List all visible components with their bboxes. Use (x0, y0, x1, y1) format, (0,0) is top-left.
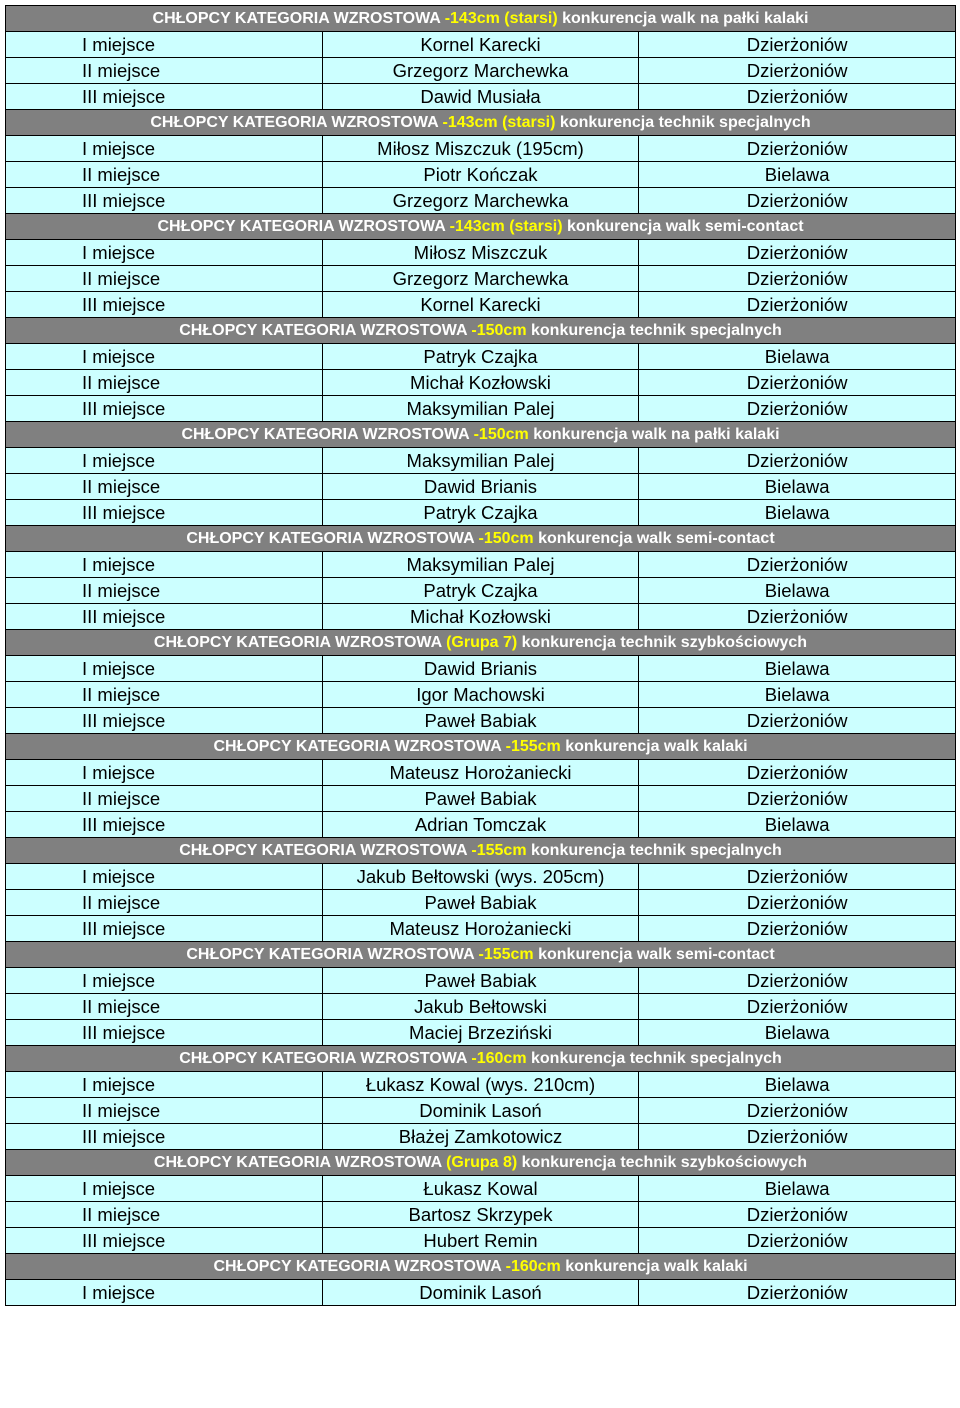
result-row (6, 578, 956, 604)
club-city: Dzierżoniów (639, 32, 956, 58)
category-competition: konkurencja walk kalaki (565, 1257, 748, 1275)
competitor-name: Maksymilian Palej (322, 552, 639, 578)
competitor-name: Patryk Czajka (322, 344, 639, 370)
club-city: Dzierżoniów (639, 916, 956, 942)
category-label: CHŁOPCY KATEGORIA WZROSTOWA (179, 321, 467, 339)
result-row (6, 1280, 956, 1306)
competitor-name: Kornel Karecki (322, 32, 639, 58)
category-competition: konkurencja walk na pałki kalaki (533, 425, 780, 443)
competitor-name: Hubert Remin (322, 1228, 639, 1254)
category-range: -143cm (starsi) (444, 9, 558, 27)
place-cell: II miejsce (6, 890, 323, 916)
club-city: Dzierżoniów (639, 864, 956, 890)
result-row (6, 786, 956, 812)
category-competition: konkurencja technik specjalnych (559, 113, 811, 131)
result-row (6, 474, 956, 500)
result-row (6, 344, 956, 370)
results-table-body (6, 6, 956, 1306)
result-row (6, 552, 956, 578)
category-header-row (6, 214, 956, 240)
place-cell: II miejsce (6, 58, 323, 84)
place-cell: III miejsce (6, 812, 323, 838)
category-range: (Grupa 8) (446, 1153, 518, 1171)
result-row (6, 1228, 956, 1254)
result-row (6, 1202, 956, 1228)
category-header-row (6, 422, 956, 448)
place-cell: III miejsce (6, 604, 323, 630)
result-row (6, 1098, 956, 1124)
category-range: -155cm (505, 737, 561, 755)
category-label: CHŁOPCY KATEGORIA WZROSTOWA (150, 113, 439, 131)
competitor-name: Dawid Musiała (322, 84, 639, 110)
category-label: CHŁOPCY KATEGORIA WZROSTOWA (153, 633, 442, 651)
club-city: Dzierżoniów (639, 266, 956, 292)
place-cell: II miejsce (6, 578, 323, 604)
club-city: Bielawa (639, 500, 956, 526)
category-header-row (6, 1046, 956, 1072)
results-table (5, 5, 956, 1306)
result-row (6, 84, 956, 110)
competitor-name: Grzegorz Marchewka (322, 188, 639, 214)
place-cell: I miejsce (6, 240, 323, 266)
category-header (6, 214, 956, 240)
club-city: Bielawa (639, 1020, 956, 1046)
club-city: Dzierżoniów (639, 84, 956, 110)
club-city: Dzierżoniów (639, 604, 956, 630)
category-header (6, 838, 956, 864)
category-competition: konkurencja walk semi-contact (567, 217, 804, 235)
result-row (6, 760, 956, 786)
place-cell: II miejsce (6, 994, 323, 1020)
club-city: Dzierżoniów (639, 994, 956, 1020)
place-cell: III miejsce (6, 188, 323, 214)
category-range: -143cm (starsi) (449, 217, 563, 235)
competitor-name: Mateusz Horożaniecki (322, 916, 639, 942)
category-header-row (6, 630, 956, 656)
category-header (6, 942, 956, 968)
category-range: (Grupa 7) (446, 633, 518, 651)
competitor-name: Paweł Babiak (322, 786, 639, 812)
club-city: Bielawa (639, 812, 956, 838)
competitor-name: Dawid Brianis (322, 474, 639, 500)
category-competition: konkurencja technik szybkościowych (521, 1153, 808, 1171)
place-cell: II miejsce (6, 1098, 323, 1124)
category-header-row (6, 838, 956, 864)
place-cell: III miejsce (6, 916, 323, 942)
category-range: -160cm (471, 1049, 527, 1067)
category-range: -155cm (471, 841, 527, 859)
category-range: -150cm (471, 321, 527, 339)
category-label: CHŁOPCY KATEGORIA WZROSTOWA (157, 217, 446, 235)
category-range: -150cm (473, 425, 529, 443)
place-cell: III miejsce (6, 708, 323, 734)
result-row (6, 968, 956, 994)
place-cell: II miejsce (6, 786, 323, 812)
club-city: Bielawa (639, 162, 956, 188)
result-row (6, 136, 956, 162)
place-cell: I miejsce (6, 344, 323, 370)
club-city: Dzierżoniów (639, 786, 956, 812)
competitor-name: Dawid Brianis (322, 656, 639, 682)
competitor-name: Igor Machowski (322, 682, 639, 708)
competitor-name: Patryk Czajka (322, 500, 639, 526)
category-label: CHŁOPCY KATEGORIA WZROSTOWA (181, 425, 470, 443)
result-row (6, 266, 956, 292)
result-row (6, 32, 956, 58)
club-city: Bielawa (639, 474, 956, 500)
result-row (6, 656, 956, 682)
result-row (6, 188, 956, 214)
result-row (6, 812, 956, 838)
competitor-name: Paweł Babiak (322, 708, 639, 734)
club-city: Dzierżoniów (639, 1098, 956, 1124)
competitor-name: Maksymilian Palej (322, 396, 639, 422)
result-row (6, 916, 956, 942)
result-row (6, 708, 956, 734)
competitor-name: Jakub Bełtowski (322, 994, 639, 1020)
place-cell: II miejsce (6, 370, 323, 396)
category-header-row (6, 110, 956, 136)
category-header-row (6, 1254, 956, 1280)
club-city: Bielawa (639, 578, 956, 604)
club-city: Dzierżoniów (639, 448, 956, 474)
competitor-name: Piotr Kończak (322, 162, 639, 188)
club-city: Dzierżoniów (639, 370, 956, 396)
competitor-name: Patryk Czajka (322, 578, 639, 604)
club-city: Bielawa (639, 656, 956, 682)
place-cell: II miejsce (6, 1202, 323, 1228)
category-label: CHŁOPCY KATEGORIA WZROSTOWA (152, 9, 441, 27)
club-city: Bielawa (639, 1176, 956, 1202)
place-cell: I miejsce (6, 760, 323, 786)
place-cell: I miejsce (6, 1176, 323, 1202)
place-cell: III miejsce (6, 396, 323, 422)
result-row (6, 994, 956, 1020)
category-label: CHŁOPCY KATEGORIA WZROSTOWA (213, 737, 502, 755)
place-cell: III miejsce (6, 1124, 323, 1150)
result-row (6, 500, 956, 526)
place-cell: I miejsce (6, 552, 323, 578)
category-competition: konkurencja technik specjalnych (531, 841, 782, 859)
club-city: Dzierżoniów (639, 240, 956, 266)
club-city: Dzierżoniów (639, 1124, 956, 1150)
result-row (6, 162, 956, 188)
result-row (6, 448, 956, 474)
club-city: Dzierżoniów (639, 708, 956, 734)
category-label: CHŁOPCY KATEGORIA WZROSTOWA (213, 1257, 502, 1275)
place-cell: II miejsce (6, 162, 323, 188)
category-competition: konkurencja walk kalaki (565, 737, 748, 755)
category-label: CHŁOPCY KATEGORIA WZROSTOWA (153, 1153, 442, 1171)
competitor-name: Miłosz Miszczuk (195cm) (322, 136, 639, 162)
category-header (6, 318, 956, 344)
competitor-name: Błażej Zamkotowicz (322, 1124, 639, 1150)
category-header-row (6, 1150, 956, 1176)
club-city: Dzierżoniów (639, 1280, 956, 1306)
category-header-row (6, 318, 956, 344)
category-header-row (6, 526, 956, 552)
club-city: Dzierżoniów (639, 1202, 956, 1228)
competitor-name: Maciej Brzeziński (322, 1020, 639, 1046)
result-row (6, 1124, 956, 1150)
competitor-name: Paweł Babiak (322, 890, 639, 916)
place-cell: II miejsce (6, 474, 323, 500)
result-row (6, 292, 956, 318)
club-city: Bielawa (639, 344, 956, 370)
result-row (6, 1176, 956, 1202)
category-header-row (6, 734, 956, 760)
category-competition: konkurencja walk na pałki kalaki (562, 9, 809, 27)
club-city: Dzierżoniów (639, 136, 956, 162)
club-city: Dzierżoniów (639, 188, 956, 214)
place-cell: I miejsce (6, 32, 323, 58)
category-competition: konkurencja walk semi-contact (538, 945, 775, 963)
category-competition: konkurencja walk semi-contact (538, 529, 775, 547)
place-cell: III miejsce (6, 292, 323, 318)
category-competition: konkurencja technik szybkościowych (521, 633, 808, 651)
competitor-name: Łukasz Kowal (322, 1176, 639, 1202)
category-label: CHŁOPCY KATEGORIA WZROSTOWA (186, 945, 475, 963)
category-header (6, 1254, 956, 1280)
competitor-name: Dominik Lasoń (322, 1280, 639, 1306)
club-city: Dzierżoniów (639, 890, 956, 916)
competitor-name: Dominik Lasoń (322, 1098, 639, 1124)
result-row (6, 1072, 956, 1098)
place-cell: I miejsce (6, 136, 323, 162)
result-row (6, 604, 956, 630)
place-cell: III miejsce (6, 500, 323, 526)
place-cell: II miejsce (6, 266, 323, 292)
result-row (6, 396, 956, 422)
club-city: Bielawa (639, 682, 956, 708)
result-row (6, 864, 956, 890)
category-header (6, 422, 956, 448)
place-cell: III miejsce (6, 1228, 323, 1254)
category-header-row (6, 6, 956, 32)
place-cell: II miejsce (6, 682, 323, 708)
competitor-name: Adrian Tomczak (322, 812, 639, 838)
place-cell: I miejsce (6, 448, 323, 474)
category-header (6, 734, 956, 760)
club-city: Dzierżoniów (639, 58, 956, 84)
competitor-name: Łukasz Kowal (wys. 210cm) (322, 1072, 639, 1098)
category-header (6, 526, 956, 552)
place-cell: III miejsce (6, 1020, 323, 1046)
category-header (6, 1150, 956, 1176)
result-row (6, 58, 956, 84)
category-range: -155cm (478, 945, 534, 963)
competitor-name: Miłosz Miszczuk (322, 240, 639, 266)
result-row (6, 890, 956, 916)
category-range: -150cm (478, 529, 534, 547)
club-city: Dzierżoniów (639, 396, 956, 422)
category-label: CHŁOPCY KATEGORIA WZROSTOWA (179, 841, 467, 859)
competitor-name: Mateusz Horożaniecki (322, 760, 639, 786)
club-city: Dzierżoniów (639, 968, 956, 994)
result-row (6, 370, 956, 396)
category-range: -143cm (starsi) (442, 113, 556, 131)
club-city: Dzierżoniów (639, 292, 956, 318)
competitor-name: Michał Kozłowski (322, 370, 639, 396)
club-city: Dzierżoniów (639, 552, 956, 578)
place-cell: I miejsce (6, 864, 323, 890)
category-header (6, 110, 956, 136)
club-city: Bielawa (639, 1072, 956, 1098)
competitor-name: Kornel Karecki (322, 292, 639, 318)
category-label: CHŁOPCY KATEGORIA WZROSTOWA (179, 1049, 467, 1067)
category-range: -160cm (505, 1257, 561, 1275)
result-row (6, 1020, 956, 1046)
competitor-name: Grzegorz Marchewka (322, 266, 639, 292)
place-cell: I miejsce (6, 1072, 323, 1098)
category-header (6, 630, 956, 656)
competitor-name: Grzegorz Marchewka (322, 58, 639, 84)
competitor-name: Michał Kozłowski (322, 604, 639, 630)
result-row (6, 240, 956, 266)
category-competition: konkurencja technik specjalnych (531, 321, 782, 339)
category-header (6, 6, 956, 32)
competitor-name: Jakub Bełtowski (wys. 205cm) (322, 864, 639, 890)
category-label: CHŁOPCY KATEGORIA WZROSTOWA (186, 529, 475, 547)
club-city: Dzierżoniów (639, 760, 956, 786)
competitor-name: Bartosz Skrzypek (322, 1202, 639, 1228)
result-row (6, 682, 956, 708)
competitor-name: Maksymilian Palej (322, 448, 639, 474)
club-city: Dzierżoniów (639, 1228, 956, 1254)
place-cell: I miejsce (6, 656, 323, 682)
category-header-row (6, 942, 956, 968)
category-competition: konkurencja technik specjalnych (531, 1049, 782, 1067)
category-header (6, 1046, 956, 1072)
place-cell: I miejsce (6, 968, 323, 994)
place-cell: III miejsce (6, 84, 323, 110)
place-cell: I miejsce (6, 1280, 323, 1306)
competitor-name: Paweł Babiak (322, 968, 639, 994)
